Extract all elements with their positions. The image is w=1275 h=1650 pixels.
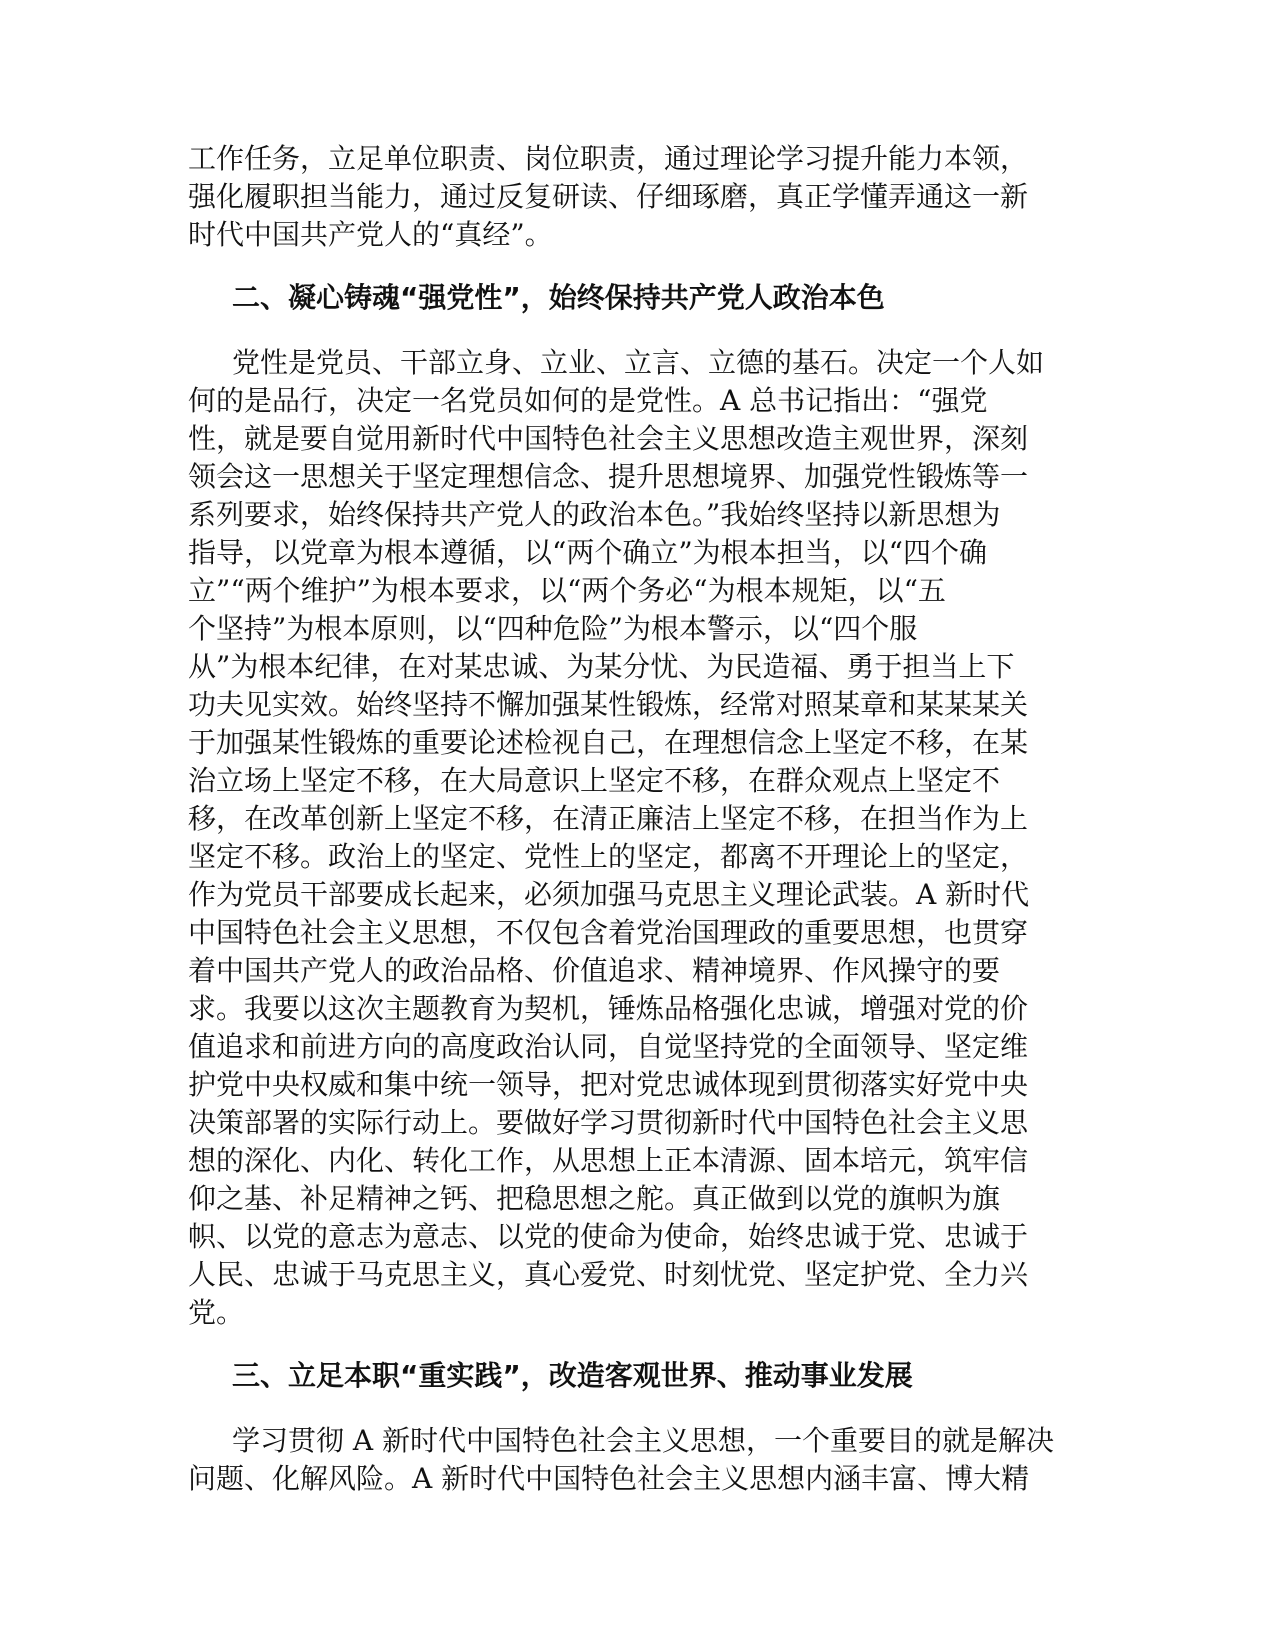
text-line: 坚定不移。政治上的坚定、党性上的坚定，都离不开理论上的坚定，: [188, 840, 1029, 873]
document-body: [188, 140, 1083, 1498]
text-line: 个坚持”为根本原则，以“四种危险”为根本警示，以“四个服: [188, 612, 918, 645]
text-line: 值追求和前进方向的高度政治认同，自觉坚持党的全面领导、坚定维: [188, 1030, 1029, 1063]
text-line: 领会这一思想关于坚定理想信念、提升思想境界、加强党性锻炼等一: [188, 460, 1029, 493]
spacer: [188, 1395, 1083, 1422]
text-line: 仰之基、补足精神之钙、把稳思想之舵。真正做到以党的旗帜为旗: [188, 1182, 1001, 1215]
text-line: 作为党员干部要成长起来，必须加强马克思主义理论武装。A 新时代: [188, 878, 1030, 911]
text-line: 学习贯彻 A 新时代中国特色社会主义思想，一个重要目的就是解决: [232, 1424, 1055, 1457]
text-line: 何的是品行，决定一名党员如何的是党性。A 总书记指出：“强党: [188, 384, 988, 417]
text-line: 强化履职担当能力，通过反复研读、仔细琢磨，真正学懂弄通这一新: [188, 180, 1029, 213]
text-line: 问题、化解风险。A 新时代中国特色社会主义思想内涵丰富、博大精: [188, 1462, 1030, 1495]
text-line: 指导，以党章为根本遵循，以“两个确立”为根本担当，以“四个确: [188, 536, 987, 569]
text-line: 帜、以党的意志为意志、以党的使命为使命，始终忠诚于党、忠诚于: [188, 1220, 1029, 1253]
text-line: 决策部署的实际行动上。要做好学习贯彻新时代中国特色社会主义思: [188, 1106, 1029, 1139]
paragraph-section-2: [188, 344, 1083, 1332]
text-line: 功夫见实效。始终坚持不懈加强某性锻炼，经常对照某章和某某某关: [188, 688, 1029, 721]
text-line: 治立场上坚定不移，在大局意识上坚定不移，在群众观点上坚定不: [188, 764, 1001, 797]
text-line: 性，就是要自觉用新时代中国特色社会主义思想改造主观世界，深刻: [188, 422, 1029, 455]
text-line: 于加强某性锻炼的重要论述检视自己，在理想信念上坚定不移，在某: [188, 726, 1029, 759]
section-heading-2: 二、凝心铸魂“强党性”，始终保持共产党人政治本色: [232, 281, 885, 314]
text-line: 时代中国共产党人的“真经”。: [188, 218, 553, 251]
spacer: [188, 254, 1083, 279]
paragraph-section-3: [188, 1422, 1083, 1498]
text-line: 想的深化、内化、转化工作，从思想上正本清源、固本培元，筑牢信: [188, 1144, 1029, 1177]
spacer: [188, 317, 1083, 344]
text-line: 护党中央权威和集中统一领导，把对党忠诚体现到贯彻落实好党中央: [188, 1068, 1029, 1101]
text-line: 工作任务，立足单位职责、岗位职责，通过理论学习提升能力本领，: [188, 142, 1029, 175]
section-heading-3: 三、立足本职“重实践”，改造客观世界、推动事业发展: [232, 1359, 913, 1392]
text-line: 从”为根本纪律，在对某忠诚、为某分忧、为民造福、勇于担当上下: [188, 650, 1015, 683]
text-line: 党。: [188, 1296, 245, 1329]
text-line: 求。我要以这次主题教育为契机，锤炼品格强化忠诚，增强对党的价: [188, 992, 1029, 1025]
text-line: 立”“两个维护”为根本要求，以“两个务必“为根本规矩，以“五: [188, 574, 946, 607]
text-line: 人民、忠诚于马克思主义，真心爱党、时刻忧党、坚定护党、全力兴: [188, 1258, 1029, 1291]
paragraph-intro: [188, 140, 1083, 254]
text-line: 移，在改革创新上坚定不移，在清正廉洁上坚定不移，在担当作为上: [188, 802, 1029, 835]
text-line: 党性是党员、干部立身、立业、立言、立德的基石。决定一个人如: [232, 346, 1045, 379]
text-line: 系列要求，始终保持共产党人的政治本色。”我始终坚持以新思想为: [188, 498, 1001, 531]
spacer: [188, 1332, 1083, 1357]
text-line: 中国特色社会主义思想，不仅包含着党治国理政的重要思想，也贯穿: [188, 916, 1029, 949]
text-line: 着中国共产党人的政治品格、价值追求、精神境界、作风操守的要: [188, 954, 1001, 987]
